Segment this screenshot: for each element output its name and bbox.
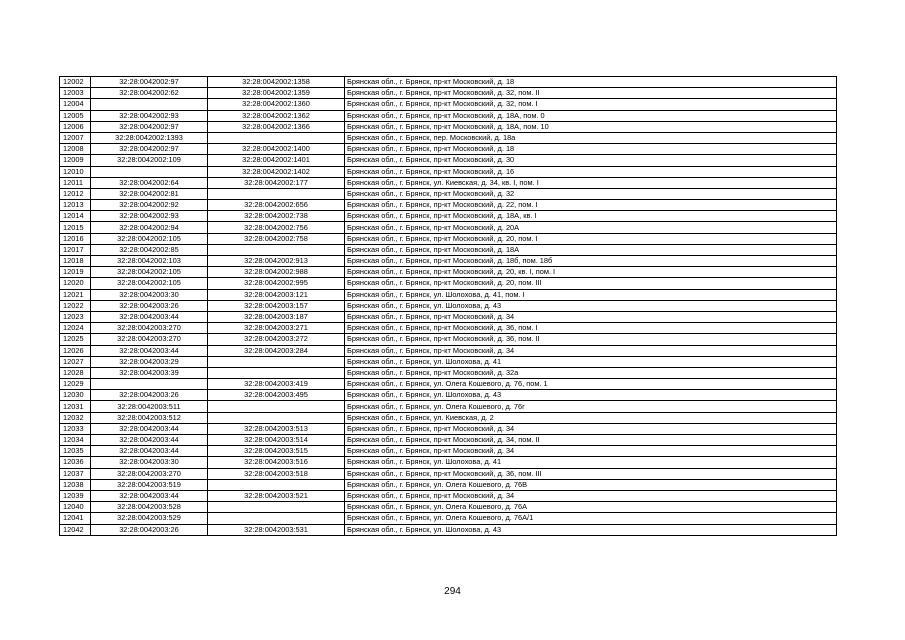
row-number-cell: 12006 xyxy=(60,121,91,132)
parcel-number-cell: 32:28:0042002:62 xyxy=(91,88,208,99)
address-cell: Брянская обл., г. Брянск, ул. Киевская, д. 34, кв. I, пом. I xyxy=(345,177,837,188)
address-cell: Брянская обл., г. Брянск, пр-кт Московский, д. 30 xyxy=(345,155,837,166)
address-cell: Брянская обл., г. Брянск, ул. Шолохова, д. 41 xyxy=(345,356,837,367)
parcel-number-cell: 32:28:0042002:85 xyxy=(91,244,208,255)
row-number-cell: 12027 xyxy=(60,356,91,367)
row-number-cell: 12024 xyxy=(60,323,91,334)
page-number: 294 xyxy=(444,586,461,597)
table-row xyxy=(60,423,837,434)
parcel-number-cell: 32:28:0042003:44 xyxy=(91,490,208,501)
address-cell: Брянская обл., г. Брянск, пр-кт Московский, д. 20, пом. I xyxy=(345,233,837,244)
object-number-cell: 32:28:0042003:495 xyxy=(208,390,345,401)
row-number-cell: 12025 xyxy=(60,334,91,345)
row-number-cell: 12030 xyxy=(60,390,91,401)
row-number-cell: 12039 xyxy=(60,490,91,501)
row-number-cell: 12014 xyxy=(60,211,91,222)
parcel-number-cell: 32:28:0042002:64 xyxy=(91,177,208,188)
row-number-cell: 12029 xyxy=(60,379,91,390)
parcel-number-cell: 32:28:0042003:30 xyxy=(91,457,208,468)
table-row xyxy=(60,513,837,524)
object-number-cell: 32:28:0042003:284 xyxy=(208,345,345,356)
row-number-cell: 12018 xyxy=(60,256,91,267)
table-body xyxy=(60,77,837,536)
table-row xyxy=(60,177,837,188)
row-number-cell: 12041 xyxy=(60,513,91,524)
address-cell: Брянская обл., г. Брянск, пр-кт Московский, д. 34 xyxy=(345,345,837,356)
parcel-number-cell: 32:28:0042002:105 xyxy=(91,233,208,244)
parcel-number-cell xyxy=(91,99,208,110)
parcel-number-cell: 32:28:0042002:97 xyxy=(91,121,208,132)
object-number-cell: 32:28:0042002:1400 xyxy=(208,144,345,155)
table-row xyxy=(60,502,837,513)
address-cell: Брянская обл., г. Брянск, ул. Шолохова, д. 41, пом. I xyxy=(345,289,837,300)
object-number-cell: 32:28:0042003:513 xyxy=(208,423,345,434)
table-row xyxy=(60,88,837,99)
table-row xyxy=(60,155,837,166)
parcel-number-cell: 32:28:0042002:93 xyxy=(91,211,208,222)
object-number-cell: 32:28:0042002:913 xyxy=(208,256,345,267)
row-number-cell: 12022 xyxy=(60,300,91,311)
object-number-cell: 32:28:0042003:271 xyxy=(208,323,345,334)
table-row xyxy=(60,99,837,110)
address-cell: Брянская обл., г. Брянск, пр-кт Московский, д. 36, пом. III xyxy=(345,468,837,479)
object-number-cell: 32:28:0042002:656 xyxy=(208,200,345,211)
parcel-number-cell xyxy=(91,379,208,390)
address-cell: Брянская обл., г. Брянск, пр-кт Московский, д. 34, пом. II xyxy=(345,435,837,446)
address-cell: Брянская обл., г. Брянск, ул. Шолохова, д. 43 xyxy=(345,300,837,311)
address-cell: Брянская обл., г. Брянск, пр-кт Московский, д. 20А xyxy=(345,222,837,233)
table-row xyxy=(60,457,837,468)
object-number-cell: 32:28:0042003:521 xyxy=(208,490,345,501)
object-number-cell xyxy=(208,244,345,255)
parcel-number-cell: 32:28:0042003:26 xyxy=(91,390,208,401)
object-number-cell: 32:28:0042003:187 xyxy=(208,311,345,322)
row-number-cell: 12032 xyxy=(60,412,91,423)
table-row xyxy=(60,121,837,132)
address-cell: Брянская обл., г. Брянск, пр-кт Московский, д. 18А, пом. 10 xyxy=(345,121,837,132)
row-number-cell: 12023 xyxy=(60,311,91,322)
address-cell: Брянская обл., г. Брянск, ул. Шолохова, д. 41 xyxy=(345,457,837,468)
address-cell: Брянская обл., г. Брянск, ул. Шолохова, д. 43 xyxy=(345,524,837,535)
address-cell: Брянская обл., г. Брянск, пр-кт Московский, д. 34 xyxy=(345,423,837,434)
cadastral-table xyxy=(59,76,837,536)
row-number-cell: 12010 xyxy=(60,166,91,177)
row-number-cell: 12008 xyxy=(60,144,91,155)
row-number-cell: 12036 xyxy=(60,457,91,468)
row-number-cell: 12011 xyxy=(60,177,91,188)
address-cell: Брянская обл., г. Брянск, ул. Олега Кошевого, д. 76г xyxy=(345,401,837,412)
table-row xyxy=(60,267,837,278)
parcel-number-cell: 32:28:0042002:109 xyxy=(91,155,208,166)
object-number-cell: 32:28:0042003:516 xyxy=(208,457,345,468)
parcel-number-cell: 32:28:0042003:528 xyxy=(91,502,208,513)
object-number-cell: 32:28:0042003:514 xyxy=(208,435,345,446)
address-cell: Брянская обл., г. Брянск, пр-кт Московский, д. 22, пом. I xyxy=(345,200,837,211)
row-number-cell: 12035 xyxy=(60,446,91,457)
table-row xyxy=(60,256,837,267)
object-number-cell: 32:28:0042003:157 xyxy=(208,300,345,311)
parcel-number-cell: 32:28:0042002:81 xyxy=(91,188,208,199)
row-number-cell: 12009 xyxy=(60,155,91,166)
address-cell: Брянская обл., г. Брянск, пр-кт Московский, д. 20, пом. III xyxy=(345,278,837,289)
row-number-cell: 12021 xyxy=(60,289,91,300)
row-number-cell: 12017 xyxy=(60,244,91,255)
object-number-cell xyxy=(208,356,345,367)
object-number-cell xyxy=(208,479,345,490)
object-number-cell xyxy=(208,412,345,423)
object-number-cell: 32:28:0042003:531 xyxy=(208,524,345,535)
address-cell: Брянская обл., г. Брянск, пр-кт Московский, д. 18б, пом. 18б xyxy=(345,256,837,267)
address-cell: Брянская обл., г. Брянск, пр-кт Московский, д. 32, пом. II xyxy=(345,88,837,99)
parcel-number-cell: 32:28:0042003:44 xyxy=(91,423,208,434)
object-number-cell: 32:28:0042002:1362 xyxy=(208,110,345,121)
table-row xyxy=(60,300,837,311)
row-number-cell: 12040 xyxy=(60,502,91,513)
table-row xyxy=(60,278,837,289)
row-number-cell: 12028 xyxy=(60,367,91,378)
table-row xyxy=(60,379,837,390)
row-number-cell: 12003 xyxy=(60,88,91,99)
object-number-cell: 32:28:0042002:1401 xyxy=(208,155,345,166)
row-number-cell: 12013 xyxy=(60,200,91,211)
object-number-cell: 32:28:0042002:1359 xyxy=(208,88,345,99)
parcel-number-cell: 32:28:0042002:92 xyxy=(91,200,208,211)
parcel-number-cell: 32:28:0042002:103 xyxy=(91,256,208,267)
parcel-number-cell: 32:28:0042002:94 xyxy=(91,222,208,233)
address-cell: Брянская обл., г. Брянск, пр-кт Московский, д. 18А, кв. I xyxy=(345,211,837,222)
object-number-cell: 32:28:0042002:758 xyxy=(208,233,345,244)
object-number-cell: 32:28:0042003:272 xyxy=(208,334,345,345)
object-number-cell: 32:28:0042002:1402 xyxy=(208,166,345,177)
object-number-cell xyxy=(208,367,345,378)
address-cell: Брянская обл., г. Брянск, ул. Шолохова, д. 43 xyxy=(345,390,837,401)
parcel-number-cell: 32:28:0042003:270 xyxy=(91,323,208,334)
address-cell: Брянская обл., г. Брянск, ул. Олега Кошевого, д. 76В xyxy=(345,479,837,490)
parcel-number-cell: 32:28:0042003:30 xyxy=(91,289,208,300)
object-number-cell xyxy=(208,502,345,513)
row-number-cell: 12007 xyxy=(60,132,91,143)
table-row xyxy=(60,211,837,222)
row-number-cell: 12026 xyxy=(60,345,91,356)
object-number-cell: 32:28:0042003:515 xyxy=(208,446,345,457)
table-row xyxy=(60,144,837,155)
row-number-cell: 12034 xyxy=(60,435,91,446)
parcel-number-cell: 32:28:0042002:1393 xyxy=(91,132,208,143)
row-number-cell: 12037 xyxy=(60,468,91,479)
table-row xyxy=(60,188,837,199)
row-number-cell: 12005 xyxy=(60,110,91,121)
object-number-cell: 32:28:0042003:518 xyxy=(208,468,345,479)
parcel-number-cell: 32:28:0042003:29 xyxy=(91,356,208,367)
row-number-cell: 12002 xyxy=(60,77,91,88)
address-cell: Брянская обл., г. Брянск, ул. Олега Кошевого, д. 76А/1 xyxy=(345,513,837,524)
parcel-number-cell: 32:28:0042003:39 xyxy=(91,367,208,378)
row-number-cell: 12012 xyxy=(60,188,91,199)
table-row xyxy=(60,435,837,446)
table-row xyxy=(60,401,837,412)
table-row xyxy=(60,490,837,501)
row-number-cell: 12016 xyxy=(60,233,91,244)
parcel-number-cell: 32:28:0042003:270 xyxy=(91,468,208,479)
parcel-number-cell: 32:28:0042003:44 xyxy=(91,435,208,446)
address-cell: Брянская обл., г. Брянск, пр-кт Московский, д. 20, кв. I, пом. I xyxy=(345,267,837,278)
table-row xyxy=(60,323,837,334)
parcel-number-cell: 32:28:0042003:511 xyxy=(91,401,208,412)
object-number-cell: 32:28:0042002:756 xyxy=(208,222,345,233)
table-row xyxy=(60,479,837,490)
object-number-cell xyxy=(208,188,345,199)
table-row xyxy=(60,412,837,423)
address-cell: Брянская обл., г. Брянск, пр-кт Московский, д. 34 xyxy=(345,446,837,457)
table-row xyxy=(60,524,837,535)
address-cell: Брянская обл., г. Брянск, пр-кт Московский, д. 36, пом. I xyxy=(345,323,837,334)
table-row xyxy=(60,356,837,367)
table-row xyxy=(60,311,837,322)
object-number-cell: 32:28:0042003:419 xyxy=(208,379,345,390)
parcel-number-cell: 32:28:0042003:529 xyxy=(91,513,208,524)
address-cell: Брянская обл., г. Брянск, пр-кт Московский, д. 18А xyxy=(345,244,837,255)
object-number-cell: 32:28:0042002:995 xyxy=(208,278,345,289)
object-number-cell: 32:28:0042002:1360 xyxy=(208,99,345,110)
address-cell: Брянская обл., г. Брянск, ул. Киевская, д. 2 xyxy=(345,412,837,423)
object-number-cell: 32:28:0042002:1358 xyxy=(208,77,345,88)
address-cell: Брянская обл., г. Брянск, пр-кт Московский, д. 18 xyxy=(345,77,837,88)
parcel-number-cell: 32:28:0042003:519 xyxy=(91,479,208,490)
table-row xyxy=(60,200,837,211)
object-number-cell xyxy=(208,513,345,524)
row-number-cell: 12031 xyxy=(60,401,91,412)
table-row xyxy=(60,77,837,88)
parcel-number-cell: 32:28:0042003:512 xyxy=(91,412,208,423)
parcel-number-cell: 32:28:0042002:105 xyxy=(91,267,208,278)
table-row xyxy=(60,132,837,143)
address-cell: Брянская обл., г. Брянск, ул. Олега Кошевого, д. 76А xyxy=(345,502,837,513)
parcel-number-cell: 32:28:0042003:26 xyxy=(91,524,208,535)
parcel-number-cell: 32:28:0042002:93 xyxy=(91,110,208,121)
address-cell: Брянская обл., г. Брянск, пр-кт Московский, д. 16 xyxy=(345,166,837,177)
row-number-cell: 12004 xyxy=(60,99,91,110)
row-number-cell: 12019 xyxy=(60,267,91,278)
table-row xyxy=(60,390,837,401)
parcel-number-cell: 32:28:0042002:97 xyxy=(91,77,208,88)
table-row xyxy=(60,289,837,300)
address-cell: Брянская обл., г. Брянск, пр-кт Московский, д. 18А, пом. 0 xyxy=(345,110,837,121)
parcel-number-cell: 32:28:0042002:105 xyxy=(91,278,208,289)
table-row xyxy=(60,110,837,121)
table-row xyxy=(60,468,837,479)
object-number-cell xyxy=(208,401,345,412)
table-row xyxy=(60,345,837,356)
table-row xyxy=(60,233,837,244)
object-number-cell: 32:28:0042003:121 xyxy=(208,289,345,300)
row-number-cell: 12033 xyxy=(60,423,91,434)
parcel-number-cell: 32:28:0042002:97 xyxy=(91,144,208,155)
address-cell: Брянская обл., г. Брянск, пр-кт Московский, д. 32 xyxy=(345,188,837,199)
address-cell: Брянская обл., г. Брянск, ул. Олега Кошевого, д. 76, пом. 1 xyxy=(345,379,837,390)
table-row xyxy=(60,367,837,378)
address-cell: Брянская обл., г. Брянск, пр-кт Московский, д. 32а xyxy=(345,367,837,378)
parcel-number-cell: 32:28:0042003:270 xyxy=(91,334,208,345)
address-cell: Брянская обл., г. Брянск, пр-кт Московский, д. 18 xyxy=(345,144,837,155)
table-row xyxy=(60,222,837,233)
object-number-cell: 32:28:0042002:738 xyxy=(208,211,345,222)
row-number-cell: 12020 xyxy=(60,278,91,289)
table-row xyxy=(60,446,837,457)
address-cell: Брянская обл., г. Брянск, пр-кт Московский, д. 34 xyxy=(345,490,837,501)
address-cell: Брянская обл., г. Брянск, пр-кт Московский, д. 34 xyxy=(345,311,837,322)
object-number-cell: 32:28:0042002:988 xyxy=(208,267,345,278)
table-row xyxy=(60,166,837,177)
row-number-cell: 12042 xyxy=(60,524,91,535)
parcel-number-cell: 32:28:0042003:44 xyxy=(91,345,208,356)
address-cell: Брянская обл., г. Брянск, пр-кт Московский, д. 36, пом. II xyxy=(345,334,837,345)
parcel-number-cell: 32:28:0042003:26 xyxy=(91,300,208,311)
object-number-cell: 32:28:0042002:177 xyxy=(208,177,345,188)
parcel-number-cell: 32:28:0042003:44 xyxy=(91,311,208,322)
row-number-cell: 12038 xyxy=(60,479,91,490)
parcel-number-cell xyxy=(91,166,208,177)
object-number-cell: 32:28:0042002:1366 xyxy=(208,121,345,132)
parcel-number-cell: 32:28:0042003:44 xyxy=(91,446,208,457)
address-cell: Брянская обл., г. Брянск, пр-кт Московский, д. 32, пом. I xyxy=(345,99,837,110)
table-row xyxy=(60,244,837,255)
row-number-cell: 12015 xyxy=(60,222,91,233)
object-number-cell xyxy=(208,132,345,143)
table-row xyxy=(60,334,837,345)
address-cell: Брянская обл., г. Брянск, пер. Московский, д. 18а xyxy=(345,132,837,143)
